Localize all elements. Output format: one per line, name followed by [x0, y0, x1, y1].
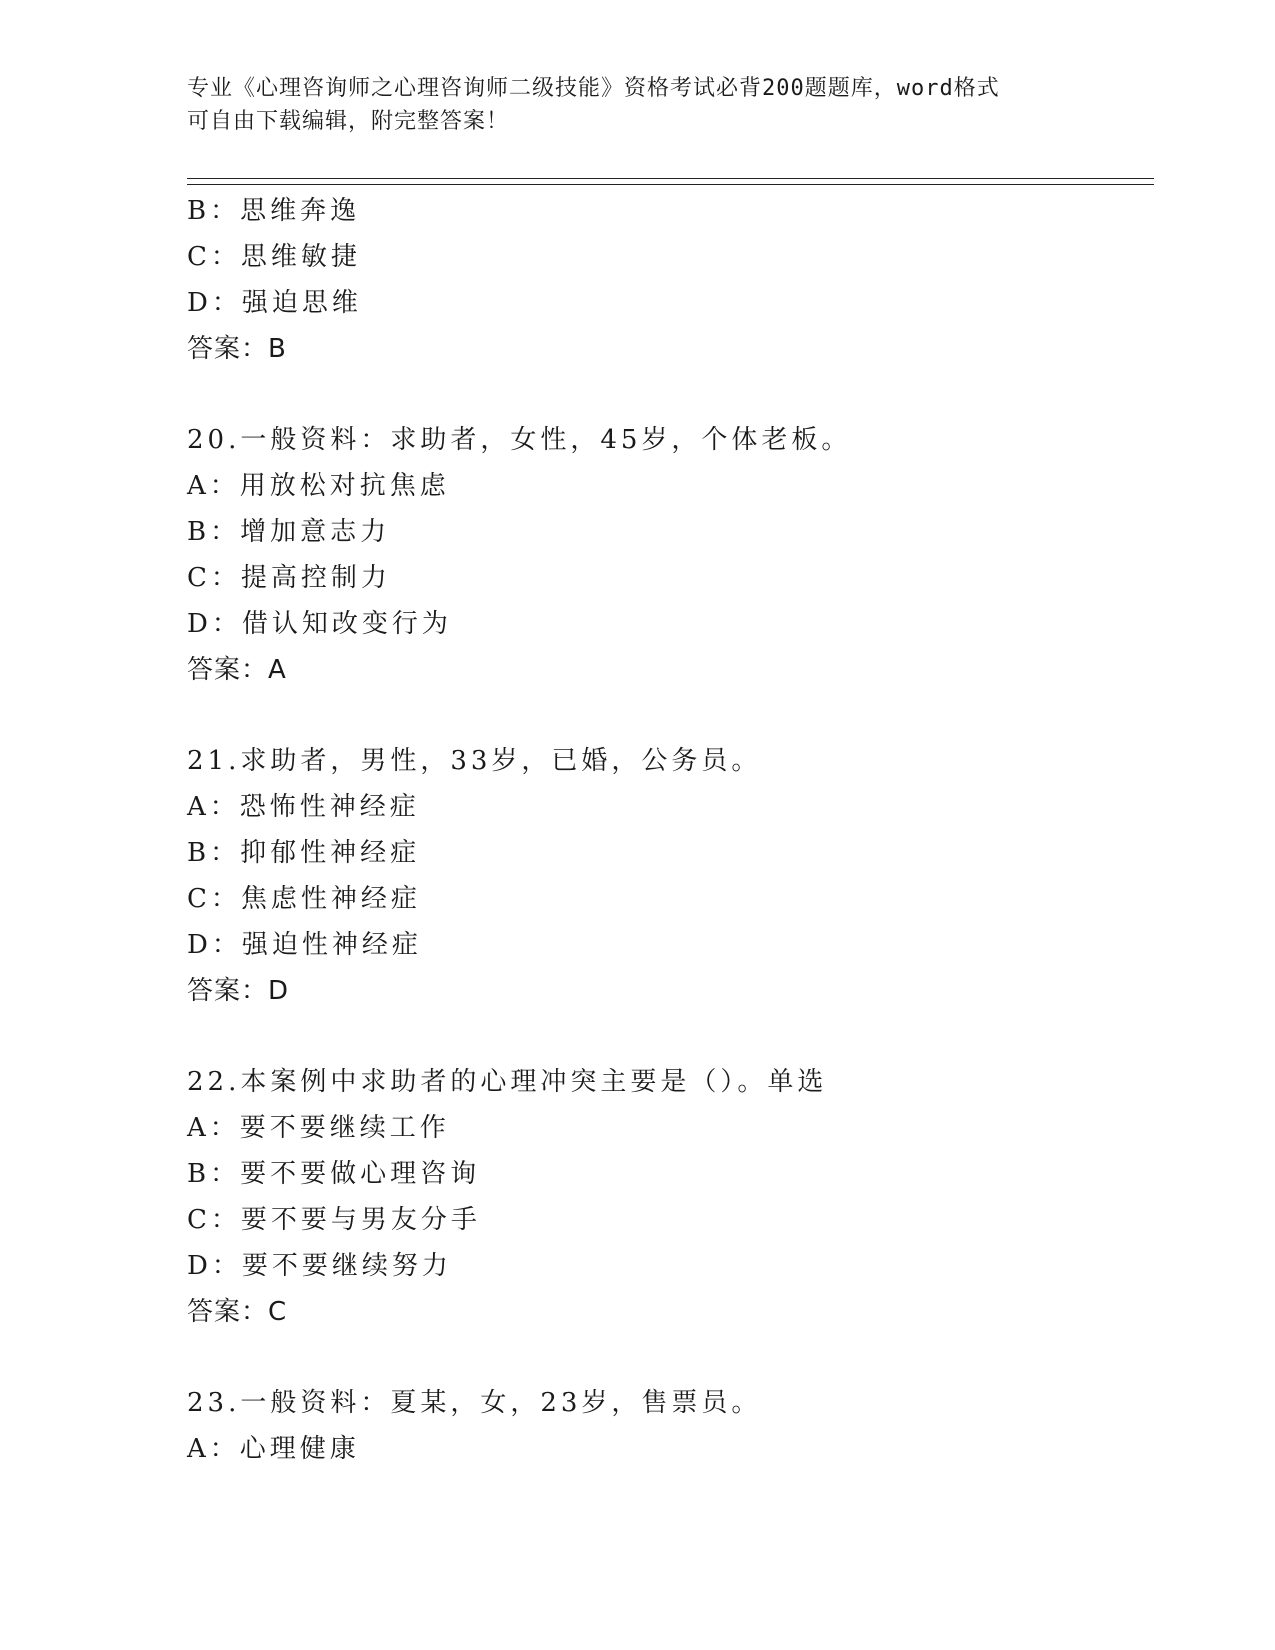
question-stem: 23.一般资料：夏某，女，23岁，售票员。 — [187, 1388, 762, 1418]
header-divider-top — [187, 178, 1154, 179]
question-list — [187, 188, 1147, 1472]
spacer — [187, 372, 1147, 417]
option-b: B：抑郁性神经症 — [187, 838, 421, 868]
question-stem: 20.一般资料：求助者，女性，45岁，个体老板。 — [187, 425, 852, 455]
question-block-23 — [187, 1380, 1147, 1472]
question-block-21 — [187, 738, 1147, 1014]
option-d: D：强迫性神经症 — [187, 930, 422, 960]
answer-line: 答案：B — [187, 334, 287, 364]
option-c: C：焦虑性神经症 — [187, 884, 421, 914]
option-c: C：提高控制力 — [187, 563, 391, 593]
spacer — [187, 1335, 1147, 1380]
header-title-line-2: 可自由下载编辑，附完整答案！ — [187, 109, 510, 134]
question-block-20 — [187, 417, 1147, 693]
option-a: A：恐怖性神经症 — [187, 792, 420, 822]
option-d: D：借认知改变行为 — [187, 609, 452, 639]
question-block-22 — [187, 1059, 1147, 1335]
option-b: B：增加意志力 — [187, 517, 391, 547]
option-b: B：思维奔逸 — [187, 196, 361, 226]
header-title-line-1: 专业《心理咨询师之心理咨询师二级技能》资格考试必背200题题库，word格式 — [187, 76, 1000, 101]
option-b: B：要不要做心理咨询 — [187, 1159, 481, 1189]
answer-line: 答案：A — [187, 655, 287, 685]
answer-line: 答案：D — [187, 976, 290, 1006]
document-header — [187, 72, 1087, 138]
spacer — [187, 693, 1147, 738]
question-stem: 21.求助者，男性，33岁，已婚，公务员。 — [187, 746, 762, 776]
option-c: C：思维敏捷 — [187, 242, 361, 272]
option-a: A：心理健康 — [187, 1434, 360, 1464]
option-a: A：要不要继续工作 — [187, 1113, 450, 1143]
option-d: D：强迫思维 — [187, 288, 362, 318]
header-divider-bottom — [187, 184, 1154, 185]
question-block-19 — [187, 188, 1147, 372]
option-a: A：用放松对抗焦虑 — [187, 471, 450, 501]
spacer — [187, 1014, 1147, 1059]
option-d: D：要不要继续努力 — [187, 1251, 452, 1281]
question-stem: 22.本案例中求助者的心理冲突主要是（）。单选 — [187, 1067, 828, 1097]
option-c: C：要不要与男友分手 — [187, 1205, 481, 1235]
answer-line: 答案：C — [187, 1297, 288, 1327]
